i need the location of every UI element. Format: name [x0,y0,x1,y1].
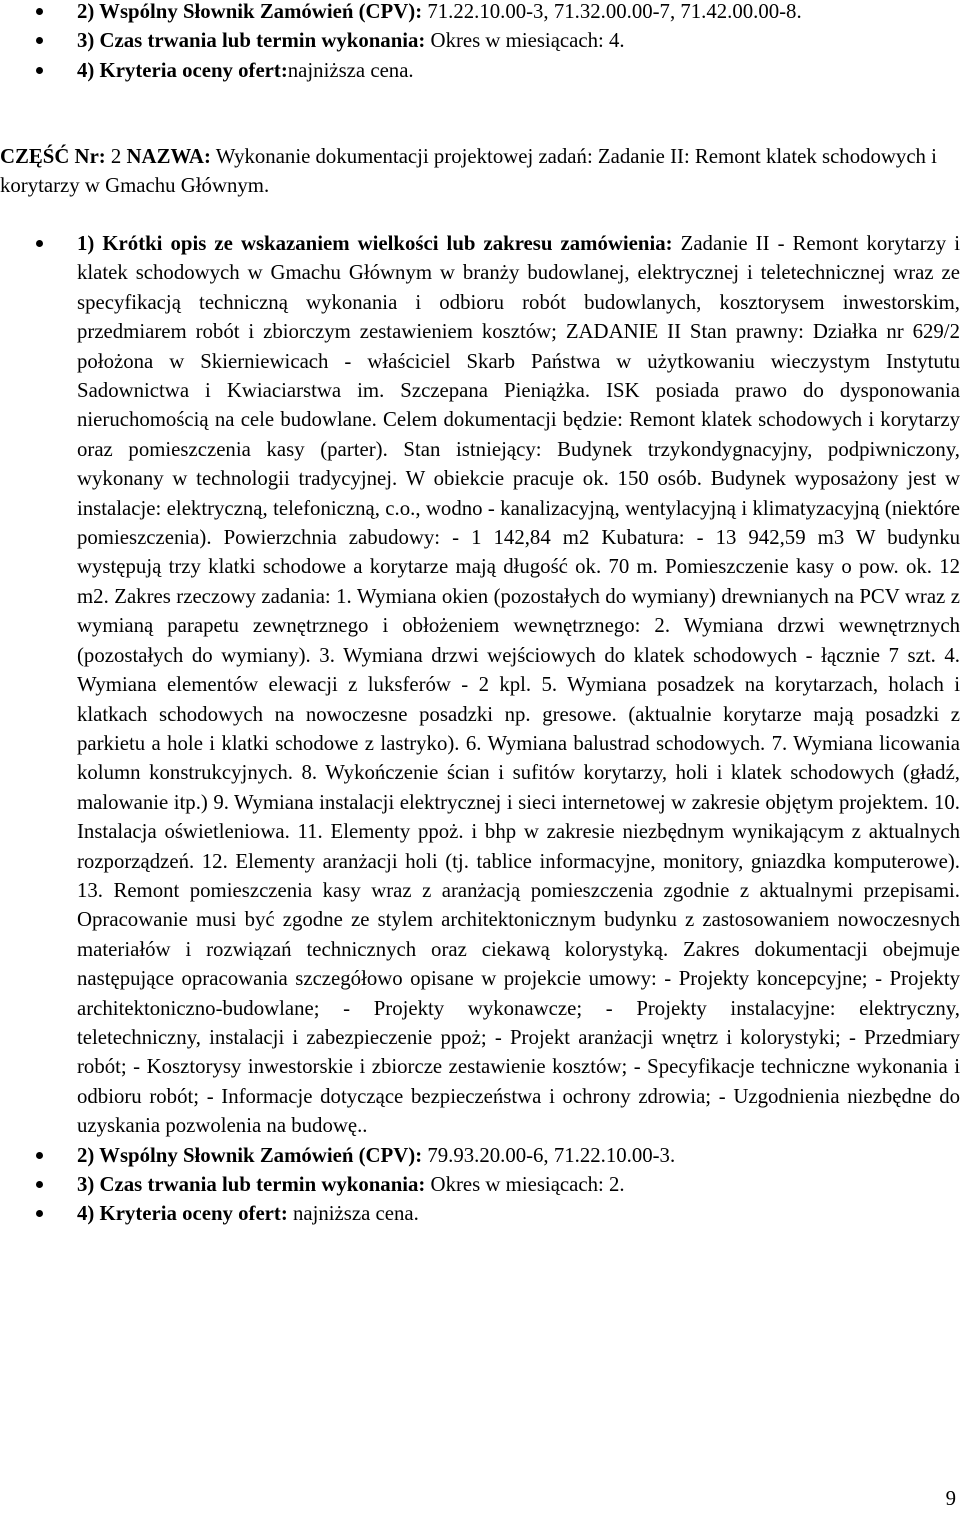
duration-label: 3) Czas trwania lub termin wykonania: [77,1173,426,1196]
duration-value: Okres w miesiącach: 4. [425,29,625,53]
part-number: 2 [105,145,127,168]
list-item [0,26,960,55]
cpv-label: 2) Wspólny Słownik Zamówień (CPV): [77,0,423,23]
list-item [0,56,960,85]
criteria-label: 4) Kryteria oceny ofert: [77,1202,288,1226]
duration-value: Okres w miesiącach: 2. [425,1173,625,1196]
criteria-value: najniższa cena. [287,58,414,82]
list-item [0,0,960,26]
description-value: Zadanie II - Remont korytarzy i klatek schodowych w Gmachu Głównym w branży budowlanej, elektrycznej i teletechnicznej wraz ze specyfikacją techniczną wykonania i odbioru robót budowlanych, kosztorysem inwestorskim, przedmiarem robót i zbiorczym zestawieniem kosztów; ZADANIE II Stan prawny: Działka nr 629/2 położona w Skierniewicach - właściciel Skarb Państwa w użytkowaniu wieczystym Instytutu Sadownictwa i Kwiaciarstwa im. Szczepana Pieniążka. ISK posiada prawo do dysponowania nieruchomością na cele budowlane. Celem dokumentacji będzie: Remont klatek schodowych i korytarzy oraz pomieszczenia kasy (parter). Stan istniejący: Budynek trzykondygnacyjny, podpiwniczony, wykonany w technologii tradycyjnej. W obiekcie pracuje ok. 150 osób. Budynek wyposażony jest w instalacje: elektryczną, telefoniczną, c.o., wodno - kanalizacyjną, wentylacyjną i klimatyzacyjną (niektóre pomieszczenia). Powierzchnia zabudowy: - 1 142,84 m2 Kubatura: - 13 942,59 m3 W budynku występują trzy klatki schodowe a korytarze mają długość ok. 70 m. Pomieszczenie kasy o pow. ok. 12 m2. Zakres rzeczowy zadania: 1. Wymiana okien (pozostałych do wymiany) drewnianych na PCV wraz z wymianą parapetu zewnętrznego i obłożeniem wewnętrznego: 2. Wymiana drzwi wewnętrznych (pozostałych do wymiany). 3. Wymiana drzwi wejściowych do klatek schodowych - łącznie 7 szt. 4. Wymiana elementów elewacji z luksferów - 2 kpl. 5. Wymiana posadzek na korytarzach, holach i klatkach schodowych na nowoczesne posadzki np. gresowe. (aktualnie korytarze mają posadzki z parkietu a hole i klatki schodowe z lastryko). 6. Wymiana balustrad schodowych. 7. Wymiana licowania kolumn konstrukcyjnych. 8. Wykończenie ścian i sufitów korytarzy, holi i klatek schodowych (gładź, malowanie itp.) 9. Wymiana instalacji elektrycznej i sieci internetowej w zakresie objętym projektem. 10. Instalacja oświetleniowa. 11. Elementy ppoż. i bhp w zakresie niezbędnym wynikającym z aktualnych rozporządzeń. 12. Elementy aranżacji holi (tj. tablice informacyjne, monitory, gniazdka komputerowe). 13. Remont pomieszczenia kasy wraz z aranżacją pomieszczenia zgodnie z aktualnymi przepisami. Opracowanie musi być zgodne ze stylem architektonicznym budynku z zastosowaniem nowoczesnych materiałów i rozwiązań technicznych oraz ciekawą kolorystyką. Zakres dokumentacji obejmuje następujące opracowania szczegółowo opisane w projekcie umowy: - Projekty koncepcyjne; - Projekty architektoniczno-budowlane; - Projekty wykonawcze; - Projekty instalacyjne: elektryczny, teletechniczny, instalacji i zabezpieczenie ppoż; - Projekt aranżacji wnętrz i kolorystyki; - Przedmiary robót; - Kosztorysy inwestorskie i zbiorcze zestawienie kosztów; - Specyfikacje techniczne wykonania i odbioru robót; - Informacje dotyczące bezpieczeństwa i ochrony zdrowia; - Uzgodnienia niezbędne do uzyskania pozwolenia na budowę.. [77,232,960,1138]
list-item [0,1170,960,1199]
criteria-value: najniższa cena. [287,1202,419,1226]
bottom-bullet-list [0,229,960,1229]
description-label: 1) Krótki opis ze wskazaniem wielkości lub zakresu zamówienia: [77,232,673,255]
cpv-label: 2) Wspólny Słownik Zamówień (CPV): [77,1143,423,1167]
duration-label: 3) Czas trwania lub termin wykonania: [77,29,426,53]
description-item [0,229,960,1141]
list-item [0,1141,960,1170]
list-item [0,1199,960,1228]
criteria-label: 4) Kryteria oceny ofert: [77,58,288,82]
part-number-label: CZĘŚĆ Nr: [0,145,106,168]
part-name-value: Wykonanie dokumentacji projektowej zadań: Zadanie II: Remont klatek schodowych i korytarzy w Gmachu Głównym. [0,145,937,198]
top-bullet-list [0,0,960,85]
part-name-label: NAZWA: [126,145,211,168]
part-heading [0,142,955,201]
cpv-value: 79.93.20.00-6, 71.22.10.00-3. [422,1143,676,1167]
cpv-value: 71.22.10.00-3, 71.32.00.00-7, 71.42.00.00-8. [422,0,802,23]
page-number: 9 [945,1487,956,1510]
